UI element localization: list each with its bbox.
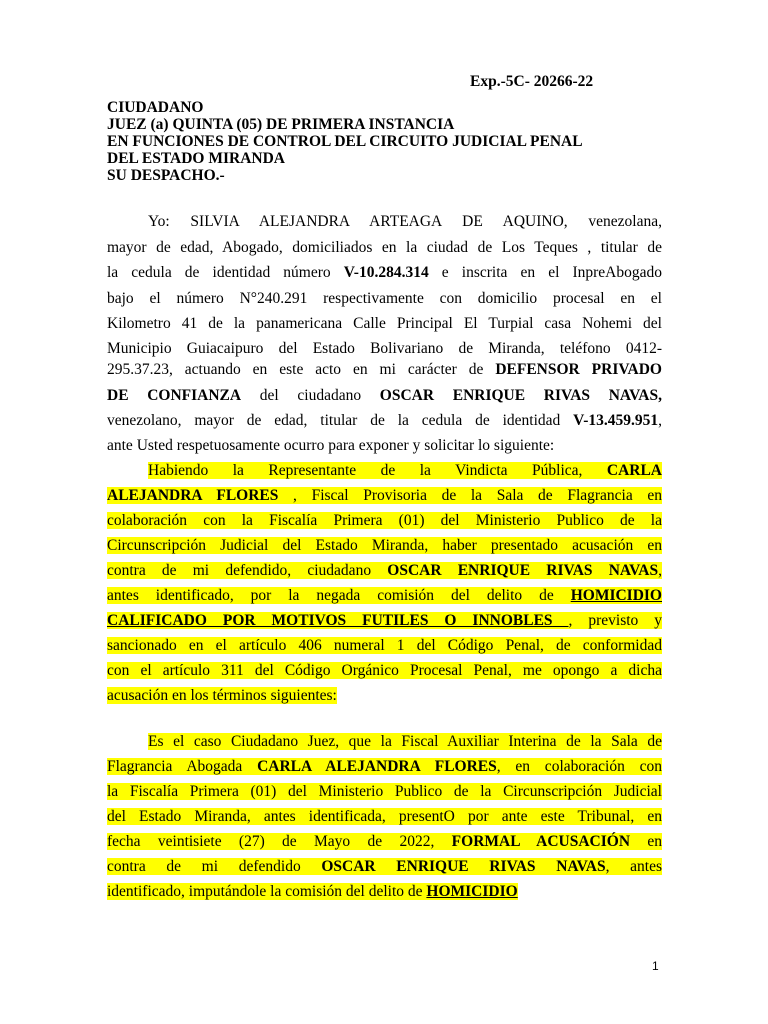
text-line: contra de mi defendido OSCAR ENRIQUE RIVAS NAVAS, antes bbox=[107, 858, 662, 875]
addressee-header bbox=[107, 99, 583, 184]
text-line: colaboración con la Fiscalía Primera (01) del Ministerio Publico de la bbox=[107, 512, 662, 529]
text-line: Municipio Guiacaipuro del Estado Bolivariano de Miranda, teléfono 0412- bbox=[107, 340, 662, 357]
page-number: 1 bbox=[652, 959, 659, 973]
text-line: Es el caso Ciudadano Juez, que la Fiscal Auxiliar Interina de la Sala de bbox=[148, 733, 662, 750]
text-line: antes identificado, por la negada comisión del delito de HOMICIDIO bbox=[107, 587, 662, 604]
text-line: Flagrancia Abogada CARLA ALEJANDRA FLORES, en colaboración con bbox=[107, 758, 663, 775]
text-line: Circunscripción Judicial del Estado Miranda, haber presentado acusación en bbox=[107, 537, 662, 554]
header-line: DEL ESTADO MIRANDA bbox=[107, 150, 285, 167]
text-line: bajo el número N°240.291 respectivamente con domicilio procesal en el bbox=[107, 290, 662, 307]
text-line: identificado, imputándole la comisión del delito de HOMICIDIO bbox=[107, 883, 518, 900]
header-line: JUEZ (a) QUINTA (05) DE PRIMERA INSTANCIA bbox=[107, 116, 455, 133]
text-line: Kilometro 41 de la panamericana Calle Principal El Turpial casa Nohemi del bbox=[107, 315, 662, 332]
text-line: ALEJANDRA FLORES , Fiscal Provisoria de la Sala de Flagrancia en bbox=[107, 487, 663, 504]
text-line: Yo: SILVIA ALEJANDRA ARTEAGA DE AQUINO, venezolana, bbox=[148, 213, 662, 230]
text-line: mayor de edad, Abogado, domiciliados en la ciudad de Los Teques , titular de bbox=[107, 239, 662, 256]
header-line: SU DESPACHO.- bbox=[107, 167, 225, 184]
text-line: venezolano, mayor de edad, titular de la cedula de identidad V-13.459.951, bbox=[107, 412, 662, 429]
text-line: DE CONFIANZA del ciudadano OSCAR ENRIQUE RIVAS NAVAS, bbox=[107, 387, 662, 404]
text-line: fecha veintisiete (27) de Mayo de 2022, FORMAL ACUSACIÓN en bbox=[107, 833, 663, 850]
case-number: Exp.-5C- 20266-22 bbox=[470, 73, 594, 90]
text-line: 295.37.23, actuando en este acto en mi carácter de DEFENSOR PRIVADO bbox=[107, 361, 662, 378]
text-line: ante Usted respetuosamente ocurro para exponer y solicitar lo siguiente: bbox=[107, 437, 555, 454]
text-line: del Estado Miranda, antes identificada, presentO por ante este Tribunal, en bbox=[107, 808, 662, 825]
text-line: Habiendo la Representante de la Vindicta Pública, CARLA bbox=[148, 462, 662, 479]
text-line: la Fiscalía Primera (01) del Ministerio Publico de la Circunscripción Judicial bbox=[107, 783, 662, 800]
text-line: contra de mi defendido, ciudadano OSCAR ENRIQUE RIVAS NAVAS, bbox=[107, 562, 662, 579]
text-line: acusación en los términos siguientes: bbox=[107, 687, 337, 704]
header-line: CIUDADANO bbox=[107, 99, 204, 116]
header-line: EN FUNCIONES DE CONTROL DEL CIRCUITO JUDICIAL PENAL bbox=[107, 133, 583, 150]
text-line: CALIFICADO POR MOTIVOS FUTILES O INNOBLES , previsto y bbox=[107, 612, 663, 629]
text-line: con el artículo 311 del Código Orgánico Procesal Penal, me opongo a dicha bbox=[107, 662, 662, 679]
text-line: la cedula de identidad número V-10.284.314 e inscrita en el InpreAbogado bbox=[107, 264, 662, 281]
text-line: sancionado en el artículo 406 numeral 1 del Código Penal, de conformidad bbox=[107, 637, 662, 654]
